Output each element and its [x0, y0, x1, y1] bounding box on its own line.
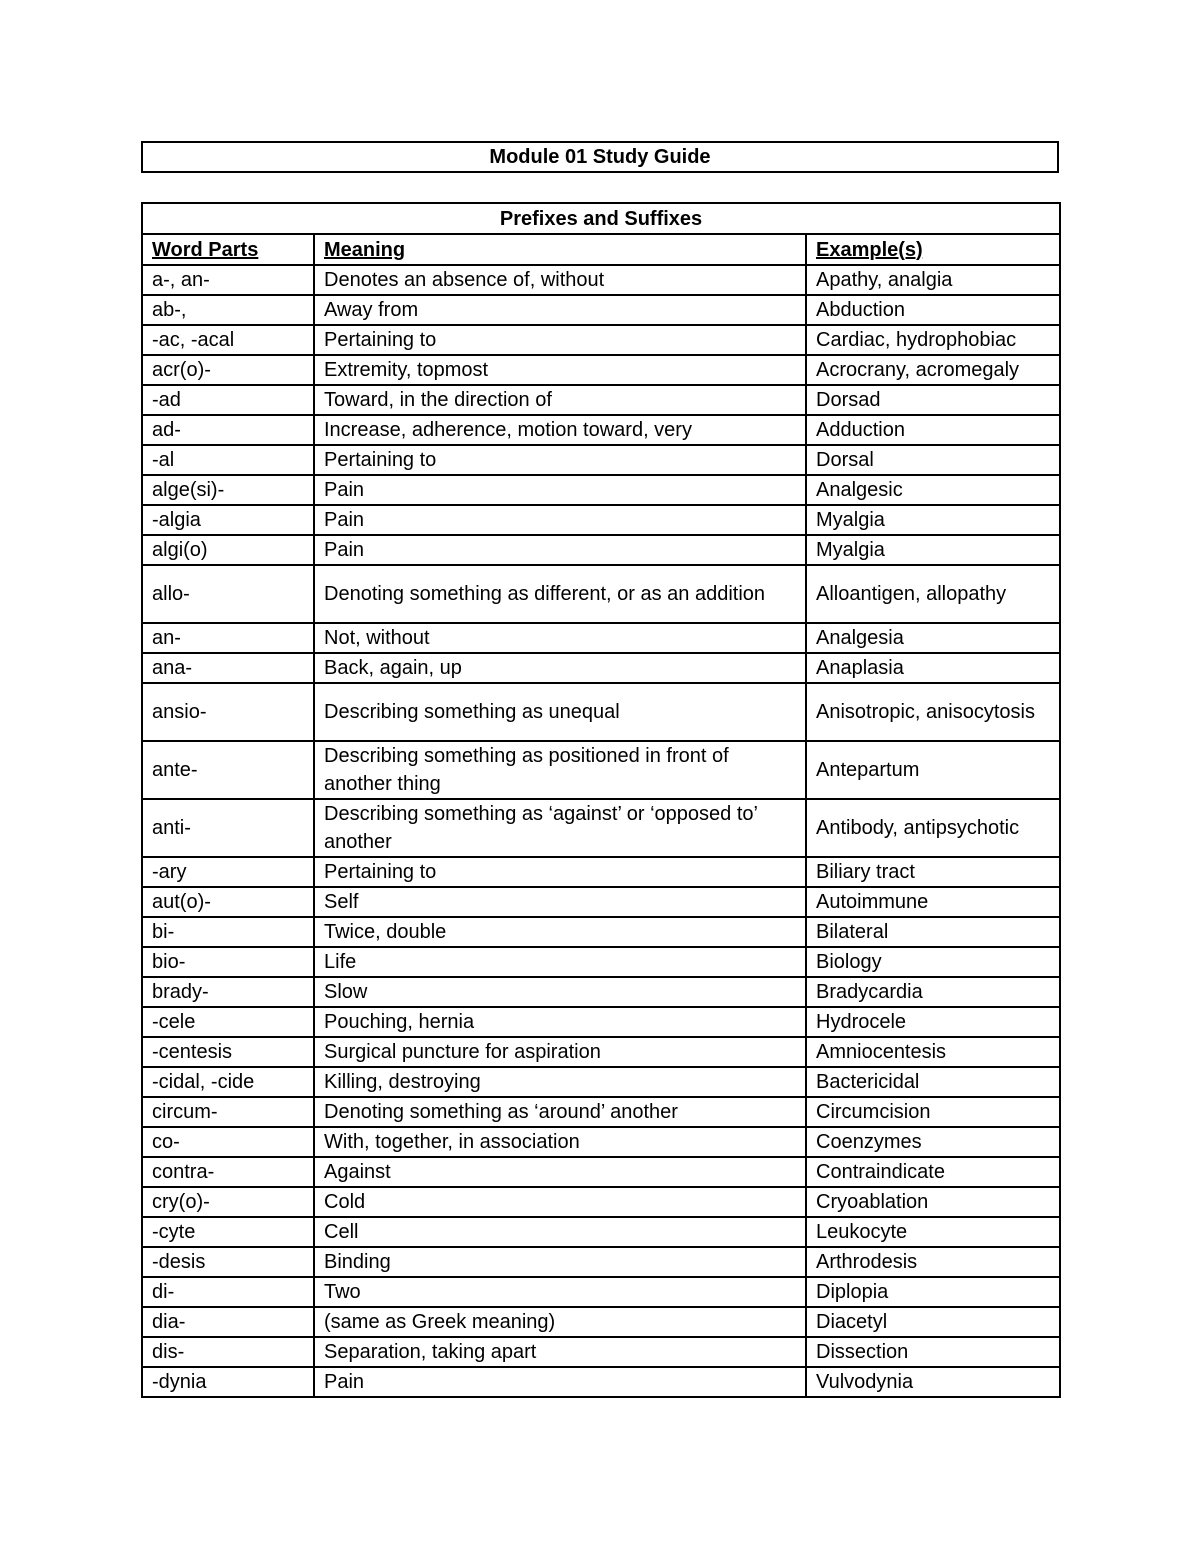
table-row — [142, 917, 1060, 947]
meaning-cell: Pertaining to — [314, 445, 806, 475]
example-cell: Dissection — [806, 1337, 1060, 1367]
word-part-cell: -desis — [142, 1247, 314, 1277]
example-cell: Antepartum — [806, 741, 1060, 799]
example-cell: Autoimmune — [806, 887, 1060, 917]
word-part-cell: bi- — [142, 917, 314, 947]
example-cell: Adduction — [806, 415, 1060, 445]
table-row — [142, 1037, 1060, 1067]
word-part-cell: ante- — [142, 741, 314, 799]
word-part-cell: -ac, -acal — [142, 325, 314, 355]
table-row — [142, 1247, 1060, 1277]
table-row — [142, 1367, 1060, 1397]
table-row — [142, 385, 1060, 415]
example-cell: Bradycardia — [806, 977, 1060, 1007]
table-row — [142, 977, 1060, 1007]
table-row — [142, 857, 1060, 887]
meaning-cell: Pain — [314, 505, 806, 535]
meaning-cell: Cold — [314, 1187, 806, 1217]
example-cell: Biology — [806, 947, 1060, 977]
word-part-cell: contra- — [142, 1157, 314, 1187]
word-part-cell: -algia — [142, 505, 314, 535]
word-part-cell: bio- — [142, 947, 314, 977]
page-title: Module 01 Study Guide — [141, 141, 1059, 173]
table-row — [142, 475, 1060, 505]
table-row — [142, 535, 1060, 565]
word-part-cell: alge(si)- — [142, 475, 314, 505]
word-part-cell: -cidal, -cide — [142, 1067, 314, 1097]
meaning-cell: Describing something as unequal — [314, 683, 806, 741]
word-part-cell: -dynia — [142, 1367, 314, 1397]
example-cell: Acrocrany, acromegaly — [806, 355, 1060, 385]
table-caption: Prefixes and Suffixes — [142, 203, 1060, 234]
meaning-cell: Increase, adherence, motion toward, very — [314, 415, 806, 445]
meaning-cell: Extremity, topmost — [314, 355, 806, 385]
table-row — [142, 295, 1060, 325]
word-part-cell: a-, an- — [142, 265, 314, 295]
table-row — [142, 1007, 1060, 1037]
meaning-cell: Back, again, up — [314, 653, 806, 683]
example-cell: Abduction — [806, 295, 1060, 325]
example-cell: Diplopia — [806, 1277, 1060, 1307]
meaning-cell: Twice, double — [314, 917, 806, 947]
table-row — [142, 1187, 1060, 1217]
example-cell: Antibody, antipsychotic — [806, 799, 1060, 857]
word-part-cell: allo- — [142, 565, 314, 623]
table-row — [142, 265, 1060, 295]
meaning-cell: Pain — [314, 1367, 806, 1397]
word-part-cell: di- — [142, 1277, 314, 1307]
word-part-cell: aut(o)- — [142, 887, 314, 917]
example-cell: Contraindicate — [806, 1157, 1060, 1187]
table-row — [142, 1217, 1060, 1247]
meaning-cell: Pertaining to — [314, 325, 806, 355]
example-cell: Circumcision — [806, 1097, 1060, 1127]
word-part-cell: -ary — [142, 857, 314, 887]
word-part-cell: -centesis — [142, 1037, 314, 1067]
word-part-cell: anti- — [142, 799, 314, 857]
meaning-cell: Surgical puncture for aspiration — [314, 1037, 806, 1067]
table-row — [142, 1307, 1060, 1337]
example-cell: Hydrocele — [806, 1007, 1060, 1037]
word-part-cell: an- — [142, 623, 314, 653]
column-header-meaning: Meaning — [314, 234, 806, 265]
table-row — [142, 445, 1060, 475]
meaning-cell: Describing something as ‘against’ or ‘opposed to’ another — [314, 799, 806, 857]
word-part-cell: acr(o)- — [142, 355, 314, 385]
column-header-examples: Example(s) — [806, 234, 1060, 265]
table-row — [142, 1277, 1060, 1307]
example-cell: Bilateral — [806, 917, 1060, 947]
table-row — [142, 1067, 1060, 1097]
word-part-cell: dia- — [142, 1307, 314, 1337]
table-row — [142, 653, 1060, 683]
meaning-cell: Describing something as positioned in front of another thing — [314, 741, 806, 799]
example-cell: Myalgia — [806, 505, 1060, 535]
example-cell: Leukocyte — [806, 1217, 1060, 1247]
table-row — [142, 325, 1060, 355]
meaning-cell: Denoting something as different, or as an addition — [314, 565, 806, 623]
word-part-cell: circum- — [142, 1097, 314, 1127]
example-cell: Dorsad — [806, 385, 1060, 415]
example-cell: Anisotropic, anisocytosis — [806, 683, 1060, 741]
meaning-cell: Denoting something as ‘around’ another — [314, 1097, 806, 1127]
table-row — [142, 887, 1060, 917]
meaning-cell: Cell — [314, 1217, 806, 1247]
word-part-cell: cry(o)- — [142, 1187, 314, 1217]
example-cell: Alloantigen, allopathy — [806, 565, 1060, 623]
word-part-cell: co- — [142, 1127, 314, 1157]
table-row — [142, 415, 1060, 445]
column-header-word-parts: Word Parts — [142, 234, 314, 265]
example-cell: Arthrodesis — [806, 1247, 1060, 1277]
meaning-cell: Not, without — [314, 623, 806, 653]
meaning-cell: Against — [314, 1157, 806, 1187]
meaning-cell: Pertaining to — [314, 857, 806, 887]
word-part-cell: brady- — [142, 977, 314, 1007]
example-cell: Apathy, analgia — [806, 265, 1060, 295]
word-part-cell: -cyte — [142, 1217, 314, 1247]
table-row — [142, 799, 1060, 857]
prefixes-suffixes-table — [141, 202, 1061, 1398]
meaning-cell: Slow — [314, 977, 806, 1007]
table-row — [142, 741, 1060, 799]
example-cell: Amniocentesis — [806, 1037, 1060, 1067]
table-row — [142, 355, 1060, 385]
meaning-cell: Separation, taking apart — [314, 1337, 806, 1367]
word-part-cell: ana- — [142, 653, 314, 683]
word-part-cell: ansio- — [142, 683, 314, 741]
table-row — [142, 565, 1060, 623]
meaning-cell: Killing, destroying — [314, 1067, 806, 1097]
word-part-cell: -cele — [142, 1007, 314, 1037]
meaning-cell: Self — [314, 887, 806, 917]
example-cell: Dorsal — [806, 445, 1060, 475]
word-part-cell: algi(o) — [142, 535, 314, 565]
table-row — [142, 1337, 1060, 1367]
example-cell: Cryoablation — [806, 1187, 1060, 1217]
example-cell: Biliary tract — [806, 857, 1060, 887]
word-part-cell: -ad — [142, 385, 314, 415]
meaning-cell: Two — [314, 1277, 806, 1307]
example-cell: Myalgia — [806, 535, 1060, 565]
example-cell: Bactericidal — [806, 1067, 1060, 1097]
table-row — [142, 1097, 1060, 1127]
meaning-cell: Toward, in the direction of — [314, 385, 806, 415]
example-cell: Analgesia — [806, 623, 1060, 653]
meaning-cell: Pain — [314, 535, 806, 565]
meaning-cell: Denotes an absence of, without — [314, 265, 806, 295]
example-cell: Anaplasia — [806, 653, 1060, 683]
meaning-cell: Binding — [314, 1247, 806, 1277]
example-cell: Cardiac, hydrophobiac — [806, 325, 1060, 355]
meaning-cell: Pouching, hernia — [314, 1007, 806, 1037]
table-row — [142, 505, 1060, 535]
meaning-cell: (same as Greek meaning) — [314, 1307, 806, 1337]
table-row — [142, 1127, 1060, 1157]
word-part-cell: -al — [142, 445, 314, 475]
table-row — [142, 683, 1060, 741]
table-row — [142, 947, 1060, 977]
example-cell: Diacetyl — [806, 1307, 1060, 1337]
word-part-cell: dis- — [142, 1337, 314, 1367]
example-cell: Coenzymes — [806, 1127, 1060, 1157]
table-row — [142, 1157, 1060, 1187]
table-row — [142, 623, 1060, 653]
example-cell: Vulvodynia — [806, 1367, 1060, 1397]
example-cell: Analgesic — [806, 475, 1060, 505]
word-part-cell: ab-, — [142, 295, 314, 325]
meaning-cell: Life — [314, 947, 806, 977]
meaning-cell: Pain — [314, 475, 806, 505]
word-part-cell: ad- — [142, 415, 314, 445]
meaning-cell: Away from — [314, 295, 806, 325]
meaning-cell: With, together, in association — [314, 1127, 806, 1157]
